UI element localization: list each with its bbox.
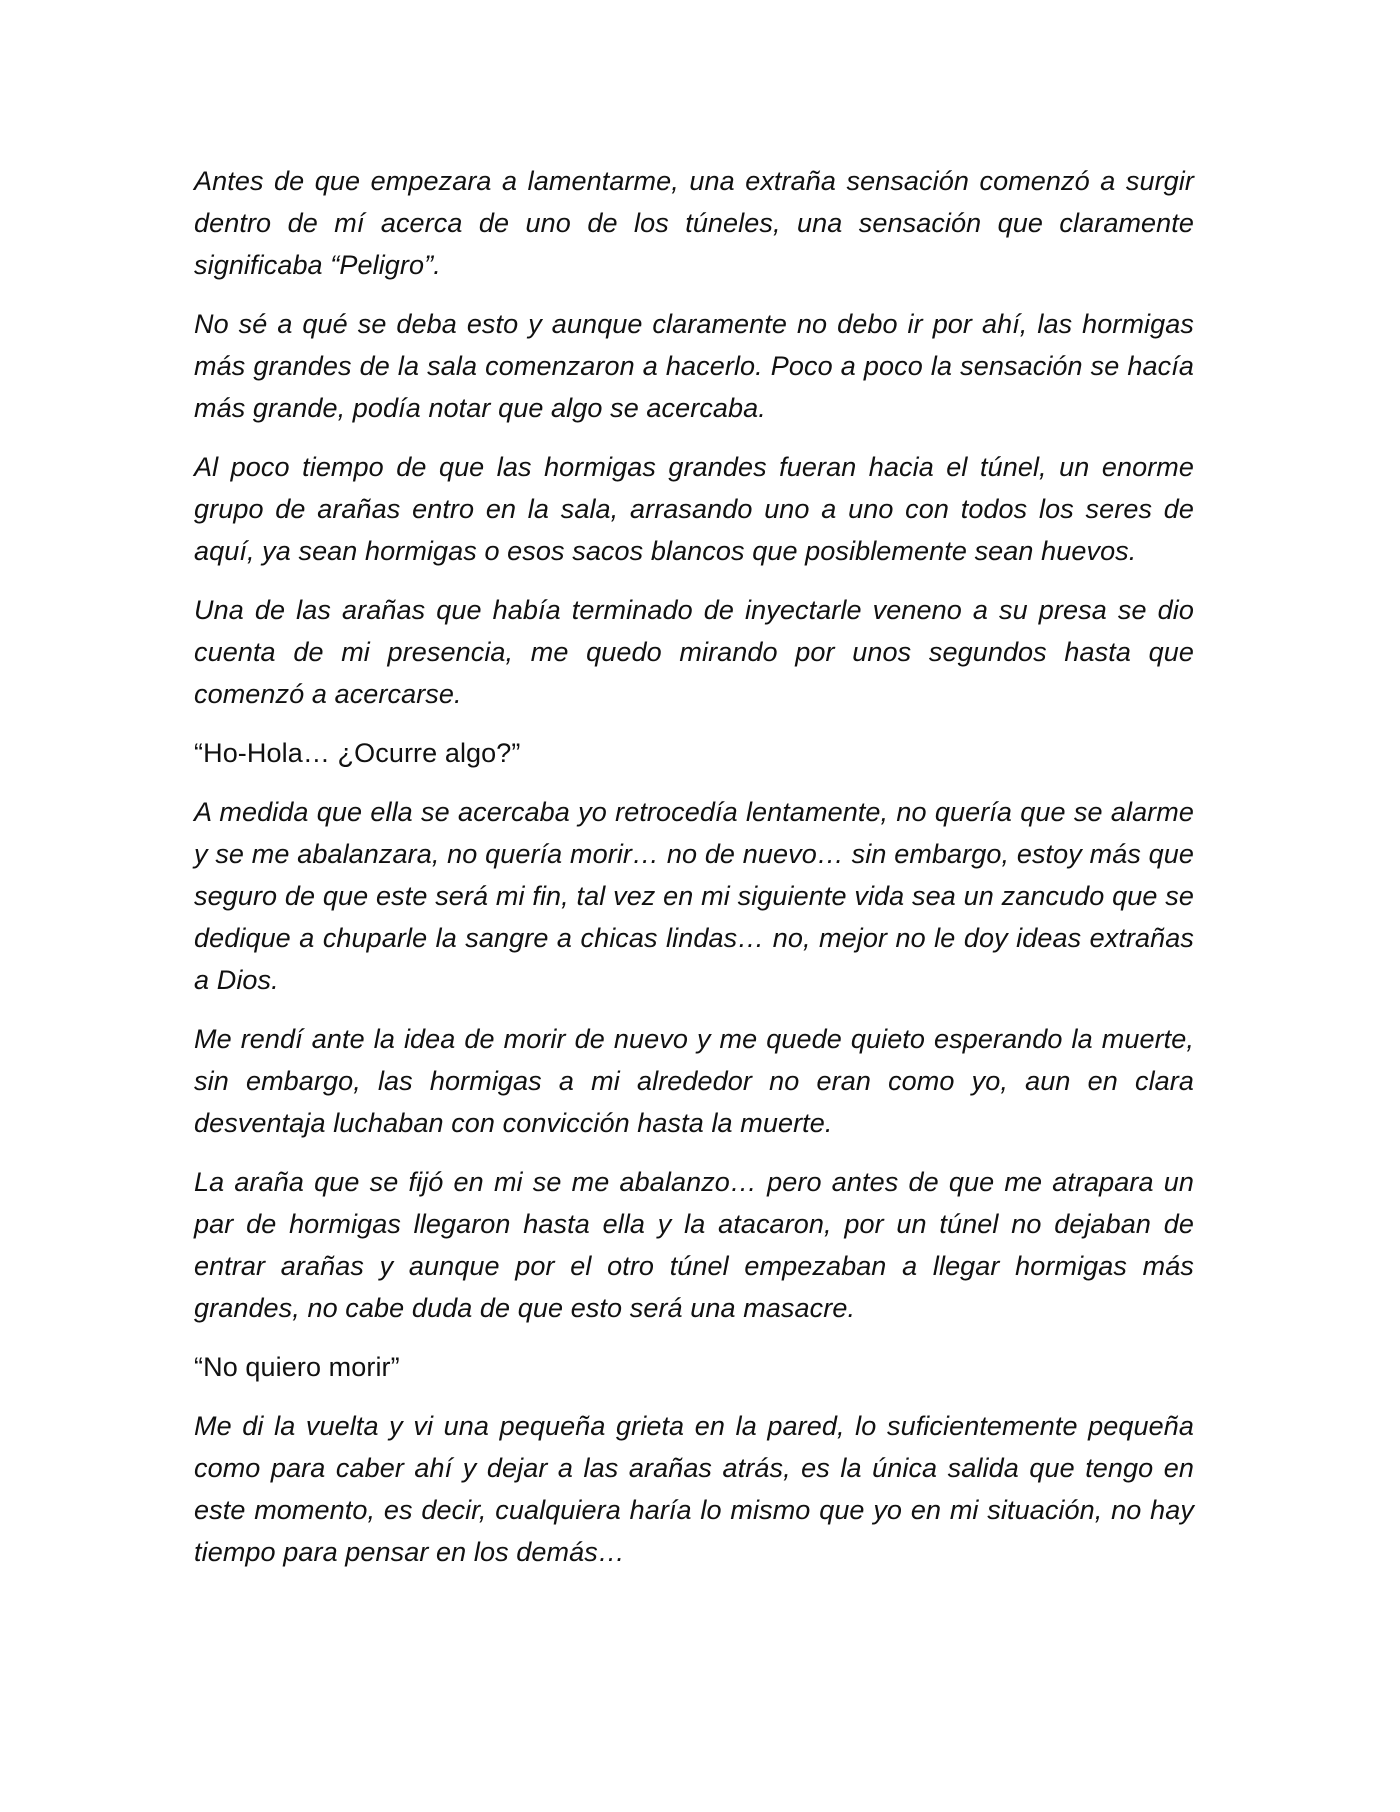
paragraph-narration: Me di la vuelta y vi una pequeña grieta en la pared, lo suficientemente pequeña como para caber ahí y dejar a las arañas atrás, es la única salida que tengo en este momento, es decir, cualquiera haría lo mismo que yo en mi situación, no hay tiempo para pensar en los demás… [194,1411,1194,1567]
paragraph-narration: Antes de que empezara a lamentarme, una extraña sensación comenzó a surgir dentro de mí acerca de uno de los túneles, una sensación que claramente significaba “Peligro”. [194,166,1194,280]
paragraph-dialogue: “No quiero morir” [194,1352,400,1382]
document-body [194,160,1194,1590]
paragraph-narration: A medida que ella se acercaba yo retrocedía lentamente, no quería que se alarme y se me abalanzara, no quería morir… no de nuevo… sin embargo, estoy más que seguro de que este será mi fin, tal vez en mi siguiente vida sea un zancudo que se dedique a chuparle la sangre a chicas lindas… no, mejor no le doy ideas extrañas a Dios. [194,797,1194,995]
paragraph-narration: Una de las arañas que había terminado de inyectarle veneno a su presa se dio cuenta de mi presencia, me quedo mirando por unos segundos hasta que comenzó a acercarse. [194,595,1194,709]
paragraph-dialogue: “Ho-Hola… ¿Ocurre algo?” [194,738,521,768]
paragraph-narration: No sé a qué se deba esto y aunque claramente no debo ir por ahí, las hormigas más grandes de la sala comenzaron a hacerlo. Poco a poco la sensación se hacía más grande, podía notar que algo se acercaba. [194,309,1194,423]
paragraph-narration: Al poco tiempo de que las hormigas grandes fueran hacia el túnel, un enorme grupo de arañas entro en la sala, arrasando uno a uno con todos los seres de aquí, ya sean hormigas o esos sacos blancos que posiblemente sean huevos. [194,452,1194,566]
paragraph-narration: La araña que se fijó en mi se me abalanzo… pero antes de que me atrapara un par de hormigas llegaron hasta ella y la atacaron, por un túnel no dejaban de entrar arañas y aunque por el otro túnel empezaban a llegar hormigas más grandes, no cabe duda de que esto será una masacre. [194,1167,1194,1323]
paragraph-narration: Me rendí ante la idea de morir de nuevo y me quede quieto esperando la muerte, sin embargo, las hormigas a mi alrededor no eran como yo, aun en clara desventaja luchaban con convicción hasta la muerte. [194,1024,1194,1138]
